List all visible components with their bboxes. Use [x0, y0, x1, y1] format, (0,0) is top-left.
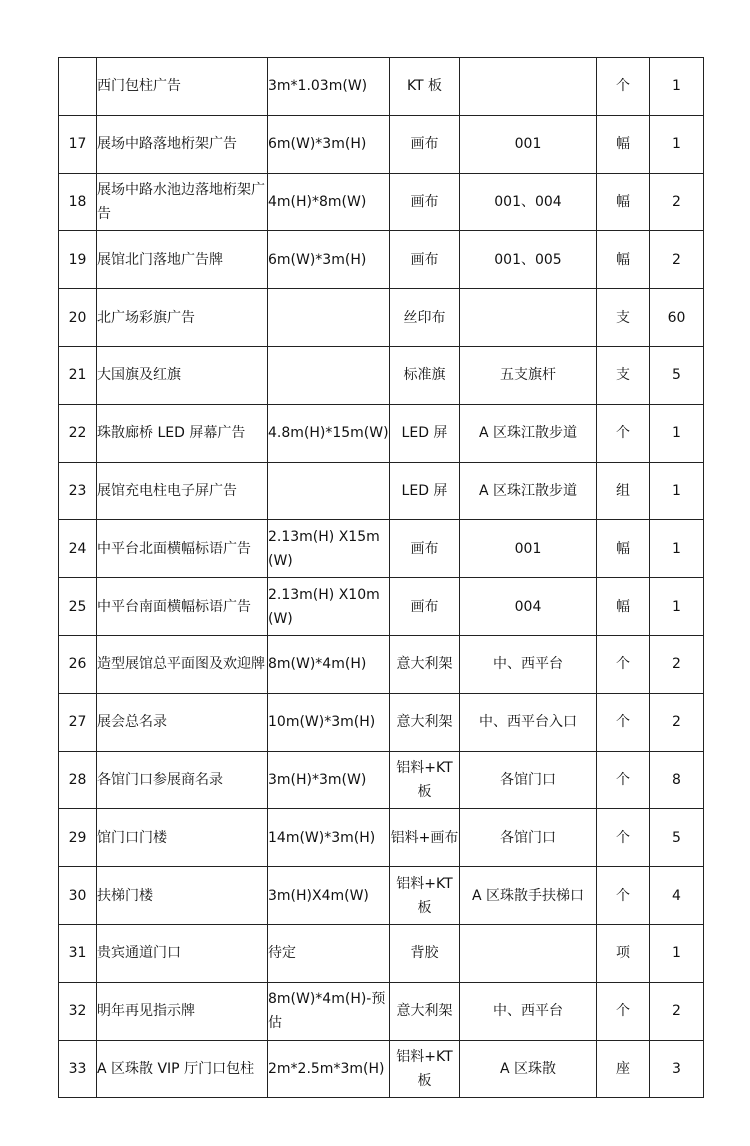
material-cell: 意大利架 [390, 693, 460, 751]
item-name-cell: 大国旗及红旗 [97, 346, 268, 404]
specification-cell: 8m(W)*4m(H) [268, 635, 390, 693]
table-row [59, 982, 704, 1040]
specification-cell: 2.13m(H) X10m(W) [268, 578, 390, 636]
row-number-cell: 31 [59, 924, 97, 982]
specification-cell: 3m(H)*3m(W) [268, 751, 390, 809]
specification-cell [268, 346, 390, 404]
item-name-cell: 展会总名录 [97, 693, 268, 751]
location-note-cell: 五支旗杆 [460, 346, 597, 404]
table-row [59, 1040, 704, 1098]
location-note-cell [460, 289, 597, 347]
specification-cell: 3m*1.03m(W) [268, 58, 390, 116]
unit-cell: 幅 [597, 231, 650, 289]
table-row [59, 867, 704, 925]
table-row [59, 578, 704, 636]
table-row [59, 520, 704, 578]
item-name-cell: 展场中路落地桁架广告 [97, 115, 268, 173]
item-name-cell: 贵宾通道门口 [97, 924, 268, 982]
quantity-cell: 1 [650, 520, 704, 578]
table-row [59, 115, 704, 173]
row-number-cell: 27 [59, 693, 97, 751]
material-cell: 画布 [390, 173, 460, 231]
row-number-cell: 24 [59, 520, 97, 578]
table-row [59, 809, 704, 867]
item-name-cell: 展馆充电柱电子屏广告 [97, 462, 268, 520]
material-cell: 背胶 [390, 924, 460, 982]
row-number-cell: 23 [59, 462, 97, 520]
quantity-cell: 1 [650, 115, 704, 173]
specification-cell: 8m(W)*4m(H)-预估 [268, 982, 390, 1040]
specification-cell: 14m(W)*3m(H) [268, 809, 390, 867]
quantity-cell: 1 [650, 404, 704, 462]
specification-cell: 待定 [268, 924, 390, 982]
row-number-cell: 19 [59, 231, 97, 289]
specification-cell: 4m(H)*8m(W) [268, 173, 390, 231]
item-name-cell: 各馆门口参展商名录 [97, 751, 268, 809]
row-number-cell: 20 [59, 289, 97, 347]
row-number-cell: 17 [59, 115, 97, 173]
material-cell: LED 屏 [390, 404, 460, 462]
material-cell: 画布 [390, 578, 460, 636]
location-note-cell: A 区珠散手扶梯口 [460, 867, 597, 925]
quantity-cell: 1 [650, 462, 704, 520]
item-name-cell: 展馆北门落地广告牌 [97, 231, 268, 289]
location-note-cell: 001、004 [460, 173, 597, 231]
location-note-cell: A 区珠江散步道 [460, 404, 597, 462]
advertising-items-table [58, 57, 704, 1098]
table-row [59, 346, 704, 404]
material-cell: 意大利架 [390, 635, 460, 693]
location-note-cell: 中、西平台 [460, 635, 597, 693]
quantity-cell: 2 [650, 231, 704, 289]
material-cell: 铝料+KT 板 [390, 751, 460, 809]
table-row [59, 693, 704, 751]
quantity-cell: 2 [650, 635, 704, 693]
quantity-cell: 1 [650, 578, 704, 636]
row-number-cell: 26 [59, 635, 97, 693]
row-number-cell: 30 [59, 867, 97, 925]
quantity-cell: 3 [650, 1040, 704, 1098]
specification-cell: 6m(W)*3m(H) [268, 231, 390, 289]
location-note-cell: A 区珠散 [460, 1040, 597, 1098]
material-cell: 铝料+KT 板 [390, 867, 460, 925]
table-row [59, 289, 704, 347]
quantity-cell: 4 [650, 867, 704, 925]
table-row [59, 635, 704, 693]
quantity-cell: 60 [650, 289, 704, 347]
material-cell: 画布 [390, 115, 460, 173]
item-name-cell: 扶梯门楼 [97, 867, 268, 925]
material-cell: 画布 [390, 520, 460, 578]
row-number-cell: 32 [59, 982, 97, 1040]
table-row [59, 404, 704, 462]
unit-cell: 个 [597, 635, 650, 693]
item-name-cell: 馆门口门楼 [97, 809, 268, 867]
row-number-cell: 28 [59, 751, 97, 809]
specification-cell: 2m*2.5m*3m(H) [268, 1040, 390, 1098]
row-number-cell: 18 [59, 173, 97, 231]
quantity-cell: 2 [650, 173, 704, 231]
material-cell: 丝印布 [390, 289, 460, 347]
item-name-cell: A 区珠散 VIP 厅门口包柱 [97, 1040, 268, 1098]
item-name-cell: 西门包柱广告 [97, 58, 268, 116]
location-note-cell: 中、西平台 [460, 982, 597, 1040]
unit-cell: 幅 [597, 173, 650, 231]
location-note-cell: 004 [460, 578, 597, 636]
quantity-cell: 1 [650, 924, 704, 982]
row-number-cell: 33 [59, 1040, 97, 1098]
material-cell: 铝料+画布 [390, 809, 460, 867]
location-note-cell: 001 [460, 520, 597, 578]
location-note-cell: 001、005 [460, 231, 597, 289]
unit-cell: 个 [597, 404, 650, 462]
specification-cell: 4.8m(H)*15m(W) [268, 404, 390, 462]
item-name-cell: 明年再见指示牌 [97, 982, 268, 1040]
table-body [59, 58, 704, 1098]
material-cell: KT 板 [390, 58, 460, 116]
item-name-cell: 中平台南面横幅标语广告 [97, 578, 268, 636]
row-number-cell [59, 58, 97, 116]
unit-cell: 支 [597, 289, 650, 347]
location-note-cell [460, 924, 597, 982]
quantity-cell: 2 [650, 982, 704, 1040]
unit-cell: 支 [597, 346, 650, 404]
quantity-cell: 8 [650, 751, 704, 809]
row-number-cell: 22 [59, 404, 97, 462]
location-note-cell [460, 58, 597, 116]
quantity-cell: 2 [650, 693, 704, 751]
quantity-cell: 1 [650, 58, 704, 116]
unit-cell: 项 [597, 924, 650, 982]
item-name-cell: 造型展馆总平面图及欢迎牌 [97, 635, 268, 693]
material-cell: LED 屏 [390, 462, 460, 520]
unit-cell: 组 [597, 462, 650, 520]
unit-cell: 个 [597, 867, 650, 925]
material-cell: 意大利架 [390, 982, 460, 1040]
table-row [59, 231, 704, 289]
specification-cell: 3m(H)X4m(W) [268, 867, 390, 925]
table-row [59, 462, 704, 520]
unit-cell: 幅 [597, 115, 650, 173]
item-name-cell: 展场中路水池边落地桁架广告 [97, 173, 268, 231]
specification-cell [268, 289, 390, 347]
unit-cell: 幅 [597, 578, 650, 636]
item-name-cell: 珠散廊桥 LED 屏幕广告 [97, 404, 268, 462]
unit-cell: 个 [597, 809, 650, 867]
location-note-cell: 中、西平台入口 [460, 693, 597, 751]
item-name-cell: 中平台北面横幅标语广告 [97, 520, 268, 578]
row-number-cell: 21 [59, 346, 97, 404]
quantity-cell: 5 [650, 809, 704, 867]
specification-cell [268, 462, 390, 520]
location-note-cell: 各馆门口 [460, 809, 597, 867]
location-note-cell: A 区珠江散步道 [460, 462, 597, 520]
table-row [59, 58, 704, 116]
specification-cell: 6m(W)*3m(H) [268, 115, 390, 173]
unit-cell: 座 [597, 1040, 650, 1098]
location-note-cell: 各馆门口 [460, 751, 597, 809]
location-note-cell: 001 [460, 115, 597, 173]
material-cell: 铝料+KT 板 [390, 1040, 460, 1098]
table-row [59, 173, 704, 231]
table-row [59, 924, 704, 982]
material-cell: 画布 [390, 231, 460, 289]
unit-cell: 个 [597, 693, 650, 751]
table-row [59, 751, 704, 809]
material-cell: 标准旗 [390, 346, 460, 404]
unit-cell: 个 [597, 58, 650, 116]
specification-cell: 2.13m(H) X15m(W) [268, 520, 390, 578]
unit-cell: 幅 [597, 520, 650, 578]
item-name-cell: 北广场彩旗广告 [97, 289, 268, 347]
specification-cell: 10m(W)*3m(H) [268, 693, 390, 751]
unit-cell: 个 [597, 982, 650, 1040]
unit-cell: 个 [597, 751, 650, 809]
quantity-cell: 5 [650, 346, 704, 404]
row-number-cell: 25 [59, 578, 97, 636]
row-number-cell: 29 [59, 809, 97, 867]
